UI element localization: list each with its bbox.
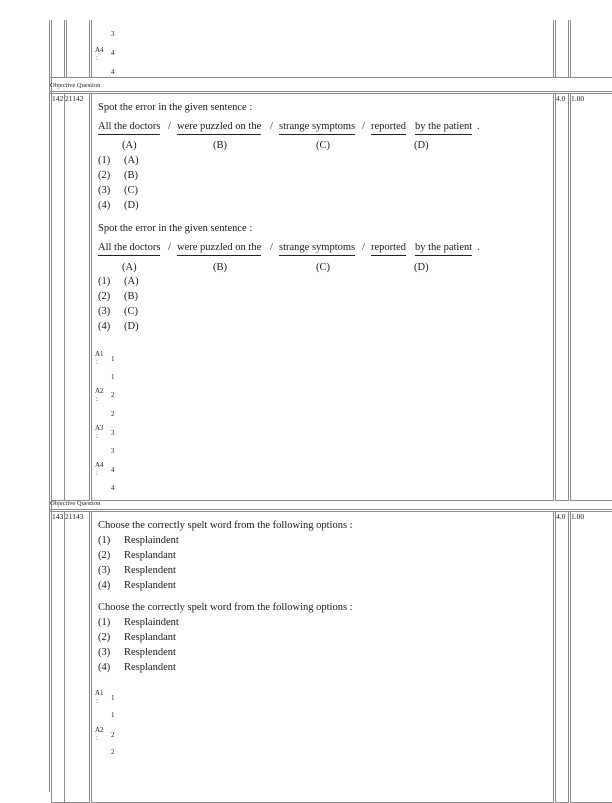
q142-separator-2: / [270, 121, 273, 132]
q142-separator-3-repeat: / [362, 242, 365, 253]
q143-option-4-num: (4) [98, 580, 111, 591]
section-label-143: Objective Question [50, 500, 101, 507]
q142-segment-d2: by the patient [415, 120, 472, 135]
q143-answer-1-label: A1 [95, 689, 104, 697]
q143-prompt-repeat: Choose the correctly spelt word from the following options : [98, 602, 353, 613]
q142-answer-3-colon: : [96, 432, 98, 440]
table-left-border [49, 20, 50, 792]
q142-separator-1-repeat: / [168, 242, 171, 253]
q143-option-3-text-repeat: Resplendent [124, 647, 176, 658]
q142-prompt-repeat: Spot the error in the given sentence : [98, 223, 253, 234]
q142-segment-c-repeat: strange symptoms [279, 241, 355, 256]
q143-marks-cell [555, 511, 569, 803]
q142-negative-marks: 1.00 [571, 94, 585, 103]
q142-segment-b: were puzzled on the [177, 120, 261, 135]
q143-option-3-num-repeat: (3) [98, 647, 111, 658]
q143-marks: 4.0 [556, 512, 566, 521]
q142-answer-4-value: 4 [111, 484, 115, 492]
q143-option-2-text-repeat: Resplandant [124, 632, 176, 643]
q142-segment-d1-repeat: reported [371, 241, 406, 256]
top-a3-value: 3 [111, 30, 115, 38]
top-a4-colon: : [96, 54, 98, 62]
q142-segment-b-repeat: were puzzled on the [177, 241, 261, 256]
q142-letter-b: (B) [213, 140, 227, 151]
q142-answer-4-colon: : [96, 469, 98, 477]
q142-option-1 [98, 154, 139, 167]
top-a4-value: 4 [111, 68, 115, 76]
q143-option-3-repeat [98, 646, 176, 659]
q142-option-2 [98, 169, 138, 182]
q142-option-3-text-repeat: (C) [124, 306, 138, 317]
q143-option-4-num-repeat: (4) [98, 662, 111, 673]
q143-option-1-num-repeat: (1) [98, 617, 111, 628]
q142-answer-4-inline: 4 [111, 466, 115, 474]
q142-letter-c-repeat: (C) [316, 262, 330, 273]
q143-option-3 [98, 564, 176, 577]
q142-letter-a: (A) [122, 140, 137, 151]
q143-option-2-text: Resplandant [124, 550, 176, 561]
q142-separator-2-repeat: / [270, 242, 273, 253]
q142-answer-3-value: 3 [111, 447, 115, 455]
q142-answer-1-label: A1 [95, 350, 104, 358]
q142-sentence-period: . [477, 121, 480, 132]
q143-option-1-text: Resplaindent [124, 535, 179, 546]
q142-option-3-repeat [98, 305, 138, 318]
q143-option-2-num: (2) [98, 550, 111, 561]
section-label-142: Objective Question [50, 82, 101, 89]
q142-number: 142 [52, 94, 64, 103]
q142-answer-2-label: A2 [95, 387, 104, 395]
q142-option-1-text: (A) [124, 155, 139, 166]
q143-option-2-repeat [98, 631, 176, 644]
q142-answer-1-inline: 1 [111, 355, 115, 363]
col-divider-8 [570, 20, 571, 77]
q142-option-4-num-repeat: (4) [98, 321, 111, 332]
q142-option-4-text: (D) [124, 200, 139, 211]
q142-option-1-num: (1) [98, 155, 111, 166]
q142-neg-cell [570, 93, 612, 501]
q142-option-2-repeat [98, 290, 138, 303]
q142-answer-2-colon: : [96, 395, 98, 403]
q142-id: 21142 [65, 94, 84, 103]
q143-option-3-text: Resplendent [124, 565, 176, 576]
q142-segment-d2-repeat: by the patient [415, 241, 472, 256]
q142-id-cell [64, 93, 90, 501]
q142-separator-3: / [362, 121, 365, 132]
q143-number: 143 [52, 512, 64, 521]
col-divider-5 [553, 20, 554, 77]
top-a4-label: A4 [95, 46, 104, 54]
q143-answer-1-colon: : [96, 697, 98, 705]
q143-option-4-repeat [98, 661, 176, 674]
q142-letter-b-repeat: (B) [213, 262, 227, 273]
top-a4-inline: 4 [111, 49, 115, 57]
q143-option-4-text: Resplandent [124, 580, 176, 591]
q142-answer-4-label: A4 [95, 461, 104, 469]
q143-option-3-num: (3) [98, 565, 111, 576]
q142-marks: 4.0 [556, 94, 566, 103]
q143-answer-2-value: 2 [111, 748, 115, 756]
q142-option-4-repeat [98, 320, 139, 333]
q142-option-2-text: (B) [124, 170, 138, 181]
q143-id-cell [64, 511, 90, 803]
q142-option-3 [98, 184, 138, 197]
q142-answer-2-inline: 2 [111, 391, 115, 399]
col-divider-3 [89, 20, 90, 77]
row-rule-142-top [49, 91, 612, 92]
q142-option-3-text: (C) [124, 185, 138, 196]
q143-option-2-num-repeat: (2) [98, 632, 111, 643]
q143-negative-marks: 1.00 [571, 512, 585, 521]
q142-answer-2-value: 2 [111, 410, 115, 418]
q142-letter-a-repeat: (A) [122, 262, 137, 273]
q143-prompt: Choose the correctly spelt word from the following options : [98, 520, 353, 531]
q142-answer-3-label: A3 [95, 424, 104, 432]
q142-letter-d-repeat: (D) [414, 262, 429, 273]
q142-sentence-period-repeat: . [477, 242, 480, 253]
q142-option-2-text-repeat: (B) [124, 291, 138, 302]
q143-number-cell [51, 511, 65, 803]
q142-segment-c: strange symptoms [279, 120, 355, 135]
q143-answer-1-value: 1 [111, 711, 115, 719]
q142-option-4-num: (4) [98, 200, 111, 211]
q143-option-1-text-repeat: Resplaindent [124, 617, 179, 628]
q142-option-3-num: (3) [98, 185, 111, 196]
q142-segment-d1: reported [371, 120, 406, 135]
q142-segment-a-repeat: All the doctors [98, 241, 160, 256]
q143-answer-1-inline: 1 [111, 694, 115, 702]
row-rule-top-block [49, 77, 612, 78]
q143-answer-2-colon: : [96, 734, 98, 742]
q142-marks-cell [555, 93, 569, 501]
row-rule-143-top [49, 509, 612, 510]
q142-answer-3-inline: 3 [111, 429, 115, 437]
q142-letter-d: (D) [414, 140, 429, 151]
q142-option-1-text-repeat: (A) [124, 276, 139, 287]
q143-option-1-num: (1) [98, 535, 111, 546]
q143-id: 21143 [65, 512, 84, 521]
q142-number-cell [51, 93, 65, 501]
q142-content-cell [91, 93, 554, 501]
q143-option-1-repeat [98, 616, 179, 629]
q142-option-3-num-repeat: (3) [98, 306, 111, 317]
q143-option-2 [98, 549, 176, 562]
q142-letter-c: (C) [316, 140, 330, 151]
q142-option-1-num-repeat: (1) [98, 276, 111, 287]
q143-option-4-text-repeat: Resplandent [124, 662, 176, 673]
col-divider-7 [568, 20, 569, 77]
col-divider-4 [91, 20, 92, 77]
q143-neg-cell [570, 511, 612, 803]
q143-answer-2-label: A2 [95, 726, 104, 734]
q142-answer-1-value: 1 [111, 373, 115, 381]
q142-answer-1-colon: : [96, 358, 98, 366]
q142-option-2-num: (2) [98, 170, 111, 181]
q143-option-4 [98, 579, 176, 592]
q142-separator-1: / [168, 121, 171, 132]
q143-option-1 [98, 534, 179, 547]
q142-option-4-text-repeat: (D) [124, 321, 139, 332]
q142-option-1-repeat [98, 275, 139, 288]
col-divider-1 [64, 20, 65, 77]
q143-answer-2-inline: 2 [111, 731, 115, 739]
q142-prompt: Spot the error in the given sentence : [98, 102, 253, 113]
q142-option-2-num-repeat: (2) [98, 291, 111, 302]
col-divider-2 [66, 20, 67, 77]
col-divider-6 [555, 20, 556, 77]
q142-option-4 [98, 199, 139, 212]
q142-segment-a: All the doctors [98, 120, 160, 135]
